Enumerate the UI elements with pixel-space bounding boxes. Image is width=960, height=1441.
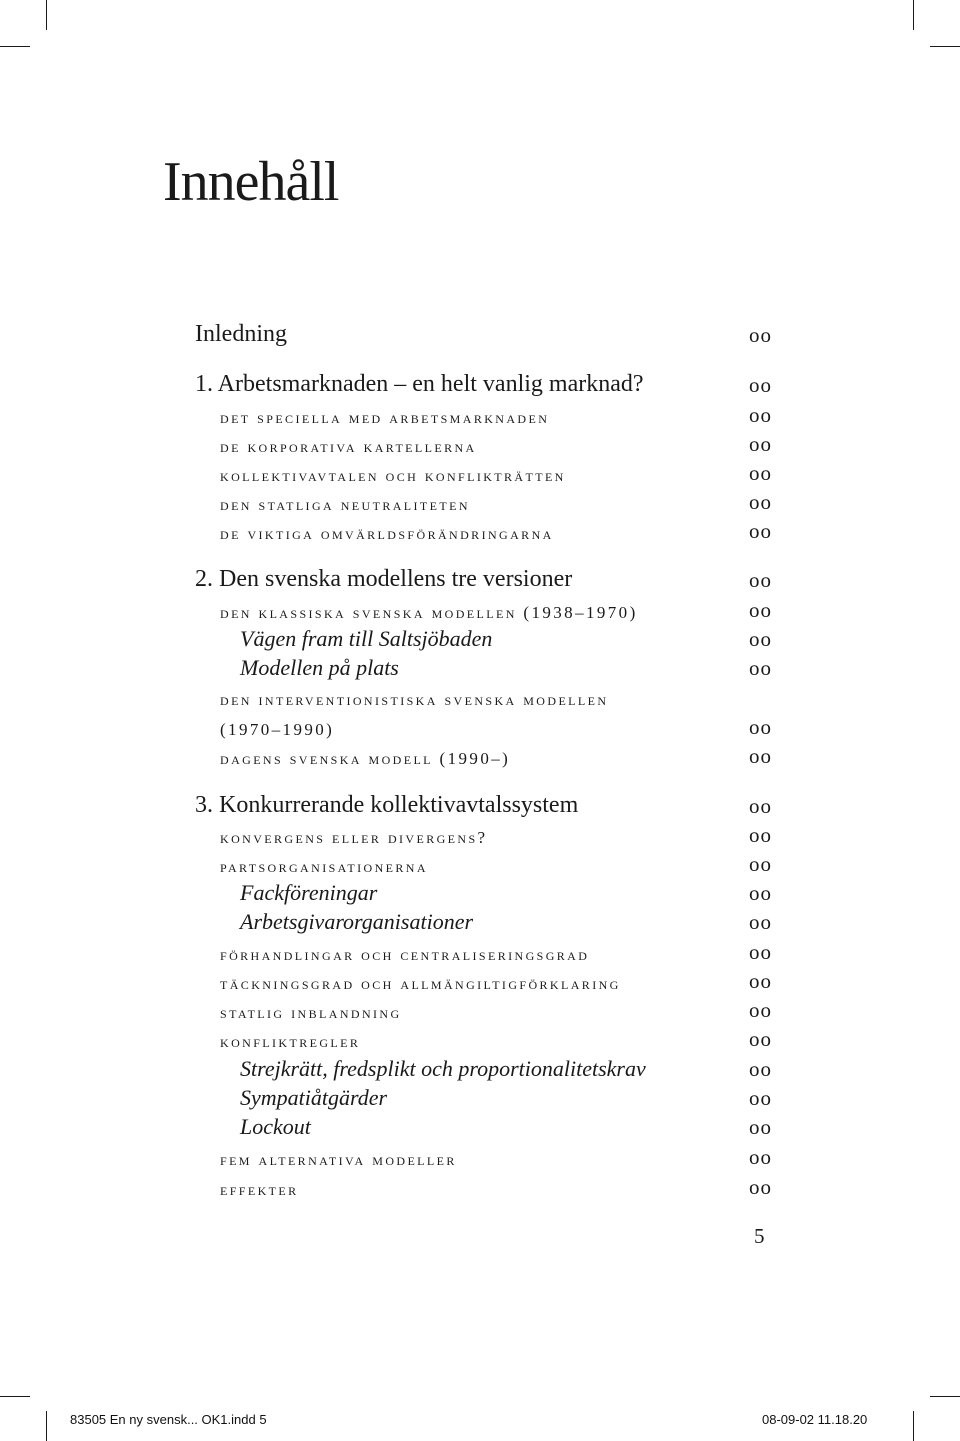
toc-entry-page: oo	[749, 568, 772, 592]
toc-entry-page: oo	[749, 323, 772, 347]
page-title: Innehåll	[163, 151, 339, 213]
toc-entry-label: (1970–1990)	[220, 720, 335, 739]
toc-section	[0, 427, 960, 457]
toc-entry-page: oo	[749, 1057, 772, 1081]
toc-entry-label: Fackföreningar	[240, 880, 378, 905]
toc-section	[0, 847, 960, 877]
toc-entry-label: Vägen fram till Saltsjöbaden	[240, 626, 493, 651]
slug-date: 08-09-02 11.18.20	[762, 1412, 868, 1427]
page-number: 5	[754, 1224, 765, 1248]
toc-entry-label: kollektivavtalen och konflikträtten	[220, 466, 566, 485]
toc-entry-page: oo	[749, 432, 772, 456]
toc-entry-page: oo	[749, 940, 772, 964]
crop-mark	[913, 1411, 914, 1441]
toc-entry-page: oo	[749, 910, 772, 934]
toc-entry-page: oo	[749, 490, 772, 514]
toc-chapter	[0, 368, 960, 398]
toc-entry-label: Inledning	[195, 321, 287, 347]
toc-entry-page: oo	[749, 998, 772, 1022]
toc-entry-page: oo	[749, 969, 772, 993]
toc-entry-label: den statliga neutraliteten	[220, 495, 470, 514]
crop-mark	[46, 0, 47, 30]
toc-entry-label: dagens svenska modell (1990–)	[220, 749, 511, 768]
toc-entry-label: Sympatiåtgärder	[240, 1085, 388, 1110]
toc-entry-label: de viktiga omvärldsförändringarna	[220, 524, 554, 543]
toc-entry-page: oo	[749, 823, 772, 847]
toc-chapter	[0, 789, 960, 819]
toc-entry-label: Strejkrätt, fredsplikt och proportionalitetskrav	[240, 1056, 646, 1081]
toc-entry-label: partsorganisationerna	[220, 857, 428, 876]
toc-entry-page: oo	[749, 627, 772, 651]
toc-section	[0, 739, 960, 769]
toc-entry-page: oo	[749, 744, 772, 768]
crop-mark	[930, 1396, 960, 1397]
toc-chapter	[0, 318, 960, 348]
toc-entry-page: oo	[749, 1145, 772, 1169]
toc-entry-page: oo	[749, 881, 772, 905]
toc-chapter	[0, 563, 960, 593]
toc-section	[0, 398, 960, 428]
toc-subsection	[0, 622, 960, 652]
toc-entry-page: oo	[749, 1175, 772, 1199]
crop-mark	[0, 46, 30, 47]
toc-entry-label: konfliktregler	[220, 1032, 361, 1051]
toc-section	[0, 993, 960, 1023]
toc-section	[0, 514, 960, 544]
toc-section	[0, 1140, 960, 1170]
toc-entry-page: oo	[749, 403, 772, 427]
toc-section	[0, 1170, 960, 1200]
toc-entry-label: den klassiska svenska modellen (1938–1970)	[220, 603, 638, 622]
toc-entry-label: det speciella med arbetsmarknaden	[220, 408, 550, 427]
toc-section	[0, 456, 960, 486]
crop-mark	[0, 1396, 30, 1397]
toc-subsection	[0, 1110, 960, 1140]
toc-entry-label: 1. Arbetsmarknaden – en helt vanlig marknad?	[195, 371, 644, 397]
toc-entry-page: oo	[749, 852, 772, 876]
slug-file: 83505 En ny svensk... OK1.indd 5	[70, 1412, 267, 1427]
toc-subsection	[0, 1081, 960, 1111]
toc-entry-page: oo	[749, 1115, 772, 1139]
toc-entry-label: fem alternativa modeller	[220, 1150, 457, 1169]
toc-entry-label: statlig inblandning	[220, 1003, 402, 1022]
toc-entry-page: oo	[749, 794, 772, 818]
toc-entry-label: Arbetsgivarorganisationer	[240, 909, 474, 934]
toc-subsection	[0, 1052, 960, 1082]
toc-section	[0, 593, 960, 623]
toc-entry-label: Lockout	[240, 1114, 311, 1139]
toc-section	[0, 935, 960, 965]
crop-mark	[913, 0, 914, 30]
toc-entry-page: oo	[749, 519, 772, 543]
toc-section	[0, 680, 960, 710]
toc-subsection	[0, 651, 960, 681]
toc-entry-label: täckningsgrad och allmängiltigförklaring	[220, 974, 621, 993]
toc-section	[0, 818, 960, 848]
toc-entry-page: oo	[749, 1027, 772, 1051]
toc-entry-page: oo	[749, 715, 772, 739]
toc-entry-page: oo	[749, 373, 772, 397]
toc-entry-label: 2. Den svenska modellens tre versioner	[195, 566, 573, 592]
crop-mark	[930, 46, 960, 47]
toc-subsection	[0, 876, 960, 906]
toc-section	[0, 1022, 960, 1052]
toc-entry-label: Modellen på plats	[240, 655, 399, 680]
toc-entry-label: förhandlingar och centraliseringsgrad	[220, 945, 590, 964]
toc-section	[0, 485, 960, 515]
toc-entry-page: oo	[749, 461, 772, 485]
toc-entry-label: 3. Konkurrerande kollektivavtalssystem	[195, 792, 579, 818]
crop-mark	[46, 1411, 47, 1441]
toc-section	[0, 964, 960, 994]
toc-entry-label: effekter	[220, 1180, 299, 1199]
toc-entry-page: oo	[749, 656, 772, 680]
toc-entry-label: konvergens eller divergens?	[220, 828, 488, 847]
toc-section	[0, 710, 960, 740]
toc-entry-label: den interventionistiska svenska modellen	[220, 690, 609, 709]
toc-entry-page: oo	[749, 598, 772, 622]
toc-entry-page: oo	[749, 1086, 772, 1110]
toc-subsection	[0, 905, 960, 935]
toc-entry-label: de korporativa kartellerna	[220, 437, 477, 456]
